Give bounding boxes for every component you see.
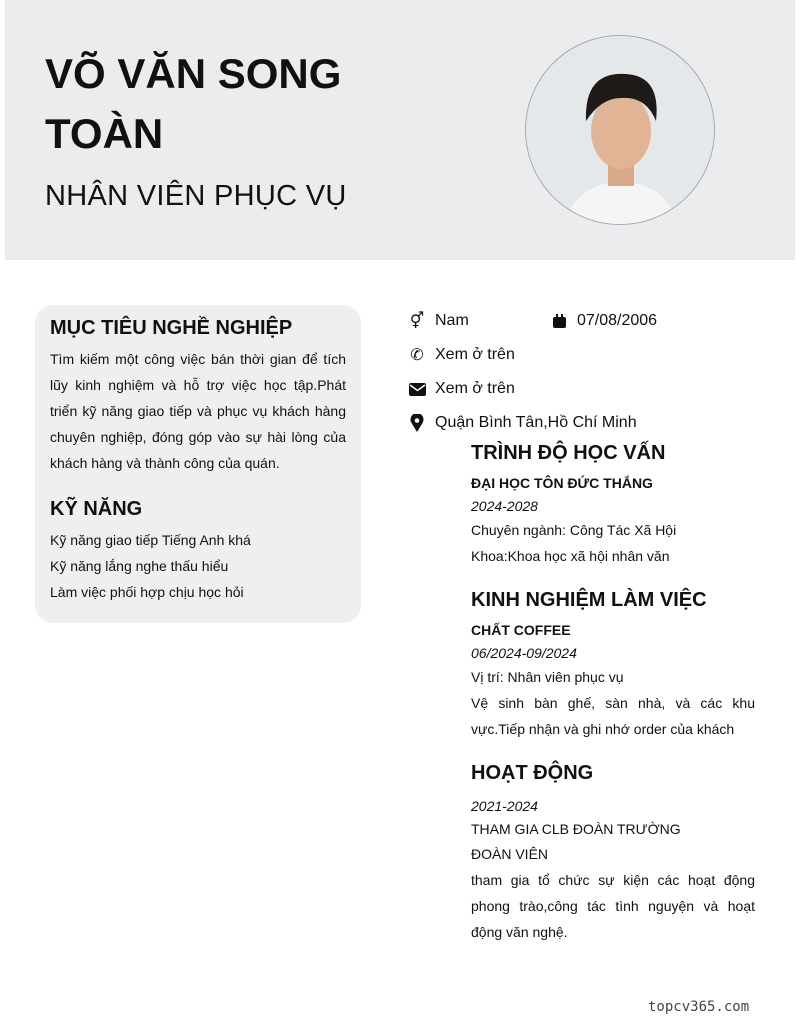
school-name: ĐẠI HỌC TÔN ĐỨC THẮNG [471, 475, 653, 491]
left-panel [35, 305, 361, 623]
skills-list [50, 527, 346, 605]
objective-heading: MỤC TIÊU NGHỀ NGHIỆP [50, 317, 293, 339]
watermark: topcv365.com [648, 999, 750, 1015]
address: Quận Bình Tân,Hồ Chí Minh [435, 414, 637, 431]
skill-item: Kỹ năng giao tiếp Tiếng Anh khá [50, 532, 251, 548]
experience-heading: KINH NGHIỆM LÀM VIỆC [471, 589, 707, 611]
phone-icon: ✆ [410, 347, 424, 364]
cv-header [5, 0, 795, 260]
company-name: CHẤT COFFEE [471, 622, 571, 638]
gender-icon: ⚥ [409, 313, 425, 330]
skills-heading: KỸ NĂNG [50, 498, 143, 520]
activities-heading: HOẠT ĐỘNG [471, 762, 594, 784]
activity-line: THAM GIA CLB ĐOÀN TRƯỜNG [471, 821, 681, 837]
contact-info [408, 304, 657, 440]
education-date: 2024-2028 [471, 498, 538, 514]
education-heading: TRÌNH ĐỘ HỌC VẤN [471, 442, 666, 464]
email-icon [408, 380, 426, 398]
objective-text: Tìm kiếm một công việc bán thời gian để tích lũy kinh nghiệm và hỗ trợ việc học tập.Phát triển kỹ năng giao tiếp và phục vụ khách hàng chuyên nghiệp, đóng góp vào sự hài lòng của khách hàng và thành công của quán. [50, 351, 346, 471]
phone: Xem ở trên [435, 346, 515, 363]
skill-item: Làm việc phối hợp chịu học hỏi [50, 584, 244, 600]
email: Xem ở trên [435, 380, 515, 397]
education-line: Khoa:Khoa học xã hội nhân văn [471, 548, 670, 564]
activity-line: tham gia tổ chức sự kiện các hoạt động phong trào,công tác tình nguyện và hoạt động văn nghệ. [471, 872, 755, 940]
candidate-name: VÕ VĂN SONG TOÀN [45, 50, 342, 157]
experience-date: 06/2024-09/2024 [471, 645, 577, 661]
education-line: Chuyên ngành: Công Tác Xã Hội [471, 522, 677, 538]
gender: Nam [435, 312, 469, 329]
skill-item: Kỹ năng lắng nghe thấu hiểu [50, 558, 229, 574]
education-section [471, 442, 755, 569]
activity-line: ĐOÀN VIÊN [471, 846, 549, 862]
location-icon [408, 414, 426, 432]
profile-photo [525, 35, 715, 225]
right-column [471, 442, 755, 965]
birthday: 07/08/2006 [577, 312, 658, 329]
calendar-icon [550, 312, 568, 330]
job-title: NHÂN VIÊN PHỤC VỤ [45, 180, 347, 212]
activities-date: 2021-2024 [471, 798, 538, 814]
experience-line: Vệ sinh bàn ghế, sàn nhà, và các khu vực.Tiếp nhận và ghi nhớ order của khách [471, 695, 755, 737]
experience-section [471, 589, 755, 742]
activities-section [471, 762, 755, 945]
experience-line: Vị trí: Nhân viên phục vụ [471, 669, 624, 685]
